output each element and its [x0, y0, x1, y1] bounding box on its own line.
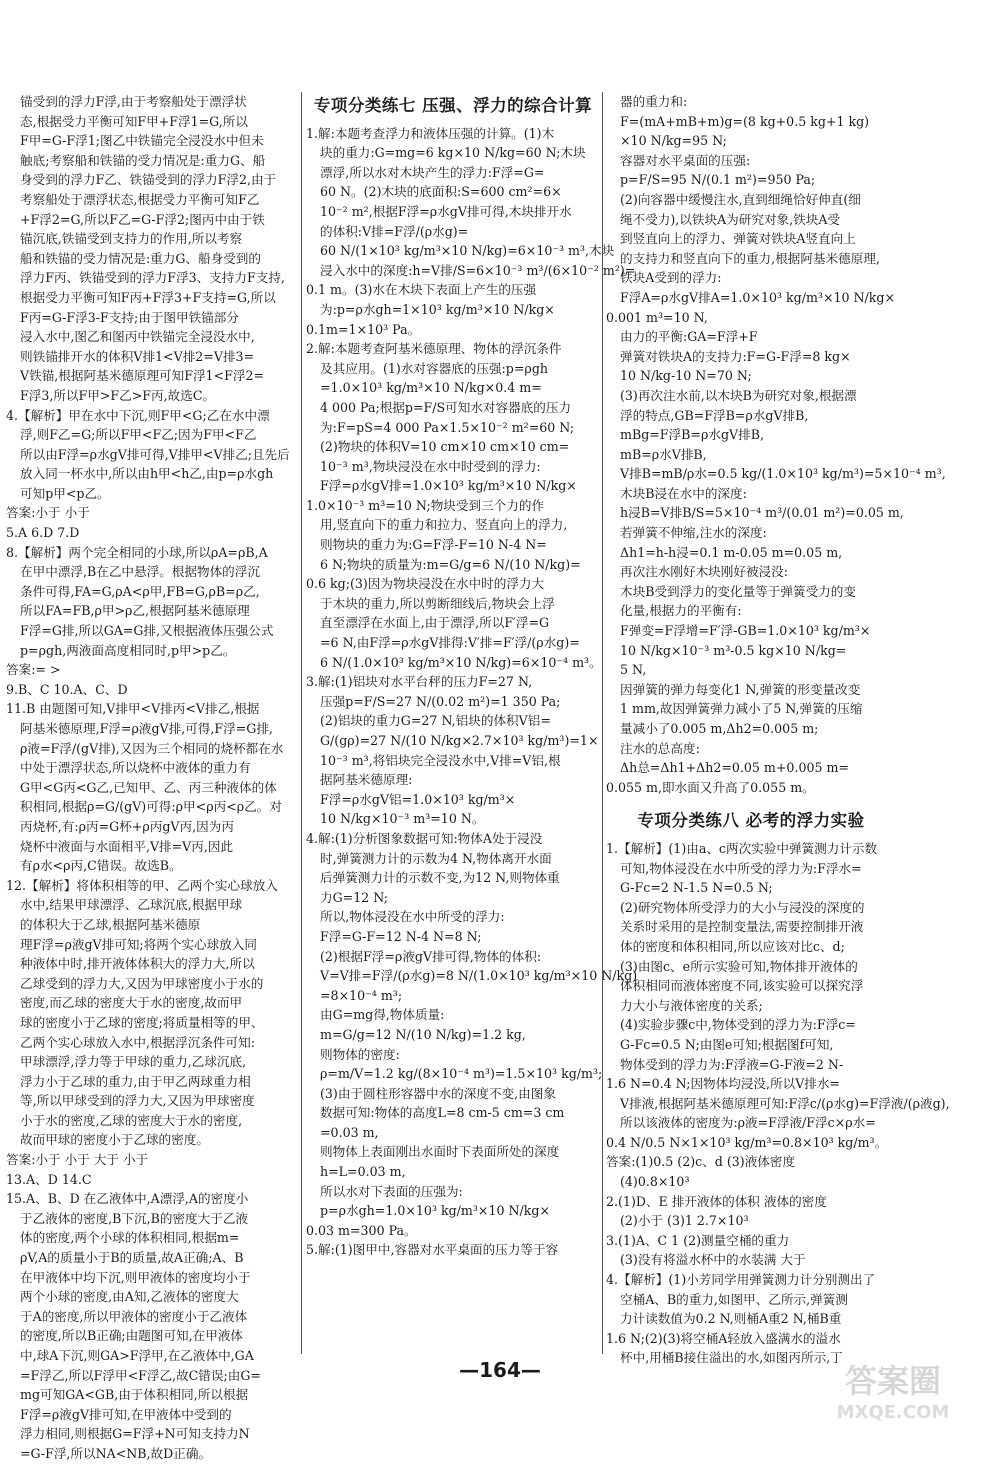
text-line: 于木块的重力,所以剪断细线后,物块会上浮 [320, 595, 555, 611]
text-line: 可知p甲<p乙。 [20, 485, 110, 501]
text-line: 可知,物体浸没在水中所受的浮力为:F浮水= [620, 860, 862, 876]
text-line: 放入同一杯水中,所以由h甲<h乙,由p=ρ水gh [20, 466, 274, 482]
text-line: 若弹簧不伸缩,注水的深度: [620, 525, 767, 541]
text-line: ρV,A的质量小于B的质量,故A正确;A、B [20, 1250, 244, 1266]
text-line: 的体积:V排=F浮/(ρ水g)= [320, 223, 469, 239]
text-line: 因弹簧的弹力每变化1 N,弹簧的形变量改变 [620, 681, 861, 697]
text-line: 有ρ水<ρ丙,C错误。故选B。 [20, 858, 182, 874]
text-line: 绳不受力),以铁块A为研究对象,铁块A受 [620, 211, 841, 227]
text-line: h=L=0.03 m, [320, 1164, 406, 1180]
text-line: 水中,结果甲球漂浮、乙球沉底,根据甲球 [20, 897, 243, 913]
text-line: 压强p=F/S=27 N/(0.02 m²)=1 350 Pa; [320, 693, 561, 709]
text-line: =0.03 m, [320, 1124, 379, 1140]
text-line: F甲=G-F浮1;图乙中铁锚完全浸没水中但未 [20, 133, 264, 149]
column-left [6, 92, 298, 1461]
text-line: 考察船处于漂浮状态,根据受力平衡可知F乙 [20, 191, 260, 207]
text-line: 块的重力:G=mg=6 kg×10 N/kg=60 N;木块 [320, 145, 586, 161]
text-line: 0.055 m,即水面又升高了0.055 m。 [606, 779, 815, 795]
text-line: 的体积大于乙球,根据阿基米德原 [20, 916, 201, 932]
text-line: 10⁻³ m³,将铝块完全浸没水中,V排=V铝,根 [320, 752, 561, 768]
text-line: 浮力相同,则根据G=F浮+N可知支持力N [20, 1426, 250, 1442]
text-line: V排B=mB/ρ水=0.5 kg/(1.0×10³ kg/m³)=5×10⁻⁴ m³, [620, 466, 946, 482]
text-line: p=ρ水gh=1.0×10³ kg/m³×10 N/kg× [320, 1203, 551, 1219]
watermark-icon [798, 1356, 988, 1424]
text-line: (3)没有将溢水杯中的水装满 大于 [620, 1252, 806, 1268]
text-line: 根据受力平衡可知F丙+F浮3+F支持=G,所以 [20, 289, 276, 305]
text-line: 身受到的浮力F乙、铁锚受到的浮力F浮2,由于 [20, 172, 277, 188]
text-line: mBg=F浮B=ρ水gV排B, [620, 427, 764, 443]
text-line: 60 N/(1×10³ kg/m³×10 N/kg)=6×10⁻³ m³,木块 [320, 243, 615, 259]
text-line: 物体受到的浮力为:F浮液=G-F液=2 N- [620, 1056, 844, 1072]
text-line: 的支持力和竖直向下的重力,根据阿基米德原理, [620, 250, 880, 266]
text-line: Δh1=h-h浸=0.1 m-0.05 m=0.05 m, [620, 544, 843, 560]
text-line: 10 N/kg-10 N=70 N; [620, 368, 752, 384]
text-line: 10 N/kg×10⁻³ m³=10 N。 [320, 811, 485, 827]
text-line: G甲<G丙<G乙,已知甲、乙、丙三种液体的体 [20, 779, 277, 795]
text-line: 体的密度,两个小球的体积相同,根据m= [20, 1230, 240, 1246]
text-line: 13.A、D 14.C [6, 1171, 92, 1187]
text-line: 关系时采用的是控制变量法,需要控制排开液 [620, 919, 864, 935]
column-divider [301, 92, 302, 1354]
text-line: 5.A 6.D 7.D [6, 525, 80, 541]
text-line: (2)向容器中缓慢注水,直到细绳恰好伸直(细 [620, 191, 861, 207]
text-line: 0.03 m=300 Pa。 [306, 1222, 417, 1238]
text-line: (2)物块的体积V=10 cm×10 cm×10 cm= [320, 439, 570, 455]
text-line: F=(mA+mB+m)g=(8 kg+0.5 kg+1 kg) [620, 113, 870, 129]
text-line: 由G=mg得,物体质量: [320, 1007, 445, 1023]
text-line: 化量,根据力的平衡有: [620, 603, 742, 619]
text-line: 锚沉底,铁锚受到支持力的作用,所以考察 [20, 231, 243, 247]
text-line: 则物块的重力为:G=F浮-F=10 N-4 N= [320, 537, 547, 553]
text-line: 1.6 N=0.4 N;因物体均浸没,所以V排水= [606, 1076, 841, 1092]
text-line: 浸入水中的深度:h=V排/S=6×10⁻³ m³/(6×10⁻² m²)= [320, 262, 636, 278]
text-line: 体积相同而液体密度不同,该实验可以探究浮 [620, 978, 864, 994]
text-line: ×10 N/kg=95 N; [620, 133, 727, 149]
text-line: 于乙液体的密度,B下沉,B的密度大于乙液 [20, 1210, 249, 1226]
text-line: 9.B、C 10.A、C、D [6, 681, 128, 697]
text-line: 为:p=ρ水gh=1×10³ kg/m³×10 N/kg× [320, 301, 555, 317]
text-line: =6 N,由F浮=ρ水gV排得:V′排=F′浮/(ρ水g)= [320, 635, 580, 651]
text-line: m=G/g=12 N/(10 N/kg)=1.2 kg, [320, 1026, 526, 1042]
text-line: 10⁻² m²,根据F浮=ρ水gV排可得,木块排开水 [320, 203, 572, 219]
text-line: 2.解:本题考查阿基米德原理、物体的浮沉条件 [306, 341, 562, 357]
text-line: 等,所以甲球受到的浮力大,又因为甲球密度 [20, 1093, 255, 1109]
watermark-logo [798, 1356, 988, 1424]
text-line: 0.1m=1×10³ Pa。 [306, 321, 421, 337]
text-line: 木块B浸在水中的深度: [620, 485, 747, 501]
text-line: 力计读数值为0.2 N,则桶A重2 N,桶B重 [620, 1311, 842, 1327]
text-line: +F浮2=G,所以F乙=G-F浮2;图丙中由于铁 [20, 211, 265, 227]
text-line: 后弹簧测力计的示数不变,为12 N,则物体重 [320, 870, 560, 886]
text-line: 器的重力和: [620, 94, 688, 109]
text-line: 条件可得,FA=G,ρA<ρ甲,FB=G,ρB=ρ乙, [20, 583, 260, 599]
text-line: 15.A、B、D 在乙液体中,A漂浮,A的密度小 [6, 1191, 249, 1207]
text-line: 答案:(1)0.5 (2)c、d (3)液体密度 [606, 1154, 796, 1170]
text-line: 浸入水中,图乙和图丙中铁锚完全浸没水中, [20, 329, 255, 345]
text-line: 空桶A、B的重力,如图甲、乙所示,弹簧测 [620, 1291, 848, 1307]
text-line: 密度,而乙球的密度大于水的密度,故而甲 [20, 995, 243, 1011]
text-line: 6 N/(1.0×10³ kg/m³×10 N/kg)=6×10⁻⁴ m³。 [320, 654, 602, 670]
text-line: 3.(1)A、C 1 (2)测量空桶的重力 [606, 1232, 790, 1248]
text-line: 所以水对下表面的压强为: [320, 1183, 463, 1199]
text-line: 乙球受到的浮力大,又因为甲球密度小于水的 [20, 975, 264, 991]
text-line: 烧杯中液面与水面相平,V排=V丙,因此 [20, 838, 234, 854]
text-line: 故而甲球的密度小于乙球的密度。 [20, 1132, 209, 1148]
text-line: (4)实验步骤c中,物体受到的浮力为:F浮c= [620, 1017, 856, 1033]
text-line: F浮=G排,所以GA=G排,又根据液体压强公式 [20, 623, 274, 639]
text-line: 1.6 N;(2)(3)将空桶A轻放入盛满水的溢水 [606, 1330, 841, 1346]
text-line: 2.(1)D、E 排开液体的体积 液体的密度 [606, 1193, 827, 1209]
text-line: 数据可知:物体的高度L=8 cm-5 cm=3 cm [320, 1105, 565, 1121]
text-line: (2)铝块的重力G=27 N,铝块的体积V铝= [320, 713, 551, 729]
text-line: 0.001 m³=10 N, [606, 309, 708, 325]
section-title-8: 专项分类练八 必考的浮力实验 [637, 811, 865, 831]
text-line: 8.【解析】两个完全相同的小球,所以ρA=ρB,A [6, 544, 268, 560]
text-line: 甲球漂浮,浮力等于甲球的重力,乙球沉底, [20, 1054, 247, 1070]
text-line: 弹簧对铁块A的支持力:F=G-F浮=8 kg× [620, 348, 851, 364]
text-line: 浮的特点,GB=F浮B=ρ水gV排B, [620, 407, 809, 423]
text-line: 据阿基米德原理: [320, 772, 413, 788]
text-line: F浮=G-F=12 N-4 N=8 N; [320, 928, 482, 944]
text-line: 5.解:(1)图甲中,容器对水平桌面的压力等于容 [306, 1242, 559, 1258]
column-divider [602, 92, 603, 1354]
text-line: 6 N;物块的质量为:m=G/g=6 N/(10 N/kg)= [320, 556, 581, 572]
text-line: h浸B=V排B/S=5×10⁻⁴ m³/(0.01 m²)=0.05 m, [620, 505, 904, 521]
text-line: 杯中,用桶B接住溢出的水,如图丙所示,丁 [620, 1350, 843, 1366]
text-line: 力大小与液体密度的关系; [620, 997, 763, 1013]
text-line: 态,根据受力平衡可知F甲+F浮1=G,所以 [20, 113, 248, 129]
text-line: 体的密度和体积相同,所以应该对比c、d; [620, 938, 845, 954]
text-line: F浮=ρ水gV排=1.0×10³ kg/m³×10 N/kg× [320, 478, 577, 494]
text-line: 浮力F丙、铁锚受到的浮力F浮3、支持力F支持, [20, 270, 285, 286]
text-line: 木块B受到浮力的变化量等于弹簧受力的变 [620, 583, 856, 599]
text-line: 浮力小于乙球的重力,由于甲乙两球重力相 [20, 1073, 251, 1089]
text-line: 锚受到的浮力F浮,由于考察船处于漂浮状 [20, 94, 247, 109]
text-line: F浮=ρ水gV铝=1.0×10³ kg/m³× [320, 791, 516, 807]
text-line: 10⁻³ m³,物块浸没在水中时受到的浮力: [320, 458, 541, 474]
text-line: V排液,根据阿基米德原理可知:F浮c/(ρ水g)=F浮液/(ρ液g), [620, 1095, 950, 1111]
text-line: 中,球A下沉,则GA>F浮甲,在乙液体中,GA [20, 1348, 254, 1363]
text-line: =8×10⁻⁴ m³; [320, 987, 403, 1003]
text-line: 4.解:(1)分析图象数据可知:物体A处于浸没 [306, 830, 543, 846]
text-line: 所以由F浮=ρ水gV排可得,V排甲<V排乙;且先后 [20, 446, 290, 462]
text-line: 两个小球的密度,由A知,乙液体的密度大 [20, 1289, 239, 1305]
text-line: 12.【解析】将体积相等的甲、乙两个实心球放入 [6, 877, 278, 893]
text-line: 答案:小于 小于 [6, 505, 90, 521]
text-line: 再次注水刚好木块刚好被浸没: [620, 564, 788, 580]
text-line: (3)由于圆柱形容器中水的深度不变,由图象 [320, 1085, 556, 1101]
text-line: 0.6 kg;(3)因为物块浸没在水中时的浮力大 [306, 576, 545, 592]
text-line: 小于水的密度,乙球的密度大于水的密度, [20, 1112, 243, 1128]
text-line: 0.4 N/0.5 N×1×10³ kg/m³=0.8×10³ kg/m³。 [606, 1134, 888, 1150]
text-line: 为:F=pS=4 000 Pa×1.5×10⁻² m²=60 N; [320, 419, 575, 435]
text-line: 10 N/kg×10⁻³ m³-0.5 kg×10 N/kg= [620, 642, 847, 658]
text-line: 量减小了0.005 m,Δh2=0.005 m; [620, 721, 819, 736]
text-line: p=ρgh,两液面高度相同时,p甲>p乙。 [20, 642, 236, 658]
text-line: 答案:小于 小于 大于 小于 [6, 1152, 149, 1168]
column-right [606, 92, 950, 1366]
text-line: 则铁锚排开水的体积V排1<V排2=V排3= [20, 348, 255, 364]
text-line: 理F浮=ρ液gV排可知;将两个实心球放入同 [20, 936, 257, 952]
text-line: 时,弹簧测力计的示数为4 N,物体离开水面 [320, 850, 552, 866]
text-line: 力G=12 N; [320, 889, 389, 905]
text-line: 浮,则F乙=G;所以F甲<F乙;因为F甲<F乙 [20, 427, 257, 443]
text-line: (3)由图c、e所示实验可知,物体排开液体的 [620, 958, 858, 974]
text-line: G-Fc=0.5 N;由图e可知;根据图f可知, [620, 1036, 834, 1052]
watermark-url: MXQE.COM [836, 1402, 950, 1423]
text-line: V铁锚,根据阿基米德原理可知F浮1<F浮2= [20, 368, 265, 384]
text-line: ρ液=F浮/(gV排),又因为三个相同的烧杯都在水 [20, 740, 284, 756]
text-line: p=F/S=95 N/(0.1 m²)=950 Pa; [620, 172, 816, 188]
text-line: (2)小于 (3)1 2.7×10³ [620, 1213, 749, 1229]
text-line: =G-F浮,所以NA<NB,故D正确。 [20, 1445, 212, 1461]
text-line: 注水的总高度: [620, 740, 700, 756]
text-line: 5 N, [620, 662, 647, 678]
text-line: F浮A=ρ水gV排A=1.0×10³ kg/m³×10 N/kg× [620, 289, 896, 305]
text-line: 及其应用。(1)水对容器底的压强:p=ρgh [320, 360, 548, 376]
text-line: 阿基米德原理,F浮=ρ液gV排,可得,F浮=G排, [20, 721, 273, 736]
text-line: =F浮乙,所以F浮甲<F浮乙,故C错误;由G= [20, 1367, 261, 1383]
text-line: 所以,物体浸没在水中所受的浮力: [320, 909, 505, 925]
text-line: mB=ρ水V排B, [620, 446, 707, 462]
text-line: 则物体的密度: [320, 1046, 400, 1062]
text-line: 到竖直向上的浮力、弹簧对铁块A竖直向上 [620, 231, 856, 247]
text-line: 积相同,根据ρ=G/(gV)可得:ρ甲<ρ丙<ρ乙。对 [20, 799, 282, 815]
text-line: 1 mm,故因弹簧弹力减小了5 N,弹簧的压缩 [620, 701, 863, 717]
text-line: =1.0×10³ kg/m³×10 N/kg×0.4 m= [320, 380, 542, 396]
text-line: 3.解:(1)铝块对水平台秤的压力F=27 N, [306, 674, 533, 690]
text-line: 铁块A受到的浮力: [620, 270, 722, 286]
text-line: 则物体上表面刚出水面时下表面所处的深度 [320, 1144, 560, 1160]
text-line: 1.【解析】(1)由a、c两次实验中弹簧测力计示数 [606, 840, 878, 856]
text-line: 1.0×10⁻³ m³=10 N;物块受到三个力的作 [306, 497, 545, 513]
text-line: 中处于漂浮状态,所以烧杯中液体的重力有 [20, 760, 251, 776]
text-line: 由力的平衡:GA=F浮+F [620, 329, 758, 345]
text-line: 触底;考察船和铁锚的受力情况是:重力G、船 [20, 152, 266, 168]
watermark-text: 答案圈 [844, 1362, 942, 1400]
text-line: 乙两个实心球放入水中,根据浮沉条件可知: [20, 1034, 255, 1050]
text-line: 船和铁锚的受力情况是:重力G、船身受到的 [20, 250, 261, 266]
text-line: 用,竖直向下的重力和拉力、竖直向上的浮力, [320, 517, 568, 533]
text-line: 容器对水平桌面的压强: [620, 152, 751, 168]
text-line: 漂浮,所以水对木块产生的浮力:F浮=G= [320, 164, 545, 180]
text-line: 4.【解析】甲在水中下沉,则F甲<G;乙在水中漂 [6, 407, 270, 423]
text-line: 种液体中时,排开液体体积大的浮力大,所以 [20, 956, 255, 972]
text-line: 在甲液体中均下沉,则甲液体的密度均小于 [20, 1269, 251, 1285]
text-line: 4 000 Pa;根据p=F/S可知水对容器底的压力 [320, 399, 572, 415]
text-line: 0.1 m。(3)水在木块下表面上产生的压强 [306, 282, 537, 298]
text-line: 4.【解析】(1)小芳同学用弹簧测力计分别测出了 [606, 1272, 876, 1288]
text-line: (2)根据F浮=ρ液gV排可得,物体的体积: [320, 948, 542, 964]
text-line: F浮3,所以F甲>F乙>F丙,故选C。 [20, 387, 216, 403]
text-line: 11.B 由题图可知,V排甲<V排丙<V排乙,根据 [6, 701, 260, 717]
text-line: 直至漂浮在水面上,由于漂浮,所以F′浮=G [320, 615, 550, 631]
text-line: (4)0.8×10³ [620, 1174, 690, 1190]
text-line: 1.解:本题考查浮力和液体压强的计算。(1)木 [306, 125, 555, 141]
text-line: (2)研究物体所受浮力的大小与浸没的深度的 [620, 899, 865, 915]
text-line: 球的密度小于乙球的密度;将质量相等的甲、 [20, 1014, 264, 1030]
section-title-7: 专项分类练七 压强、浮力的综合计算 [313, 96, 593, 115]
text-line: 在甲中漂浮,B在乙中悬浮。根据物体的浮沉 [20, 564, 260, 580]
text-line: G-Fc=2 N-1.5 N=0.5 N; [620, 880, 773, 896]
text-line: 答案:= > [6, 662, 61, 678]
text-line: F丙=G-F浮3-F支持;由于图甲铁锚部分 [20, 309, 239, 325]
text-line: 的密度,所以B正确;由题图可知,在甲液体 [20, 1328, 244, 1344]
text-line: 于A的密度,所以甲液体的密度小于乙液体 [20, 1308, 248, 1324]
text-line: (3)再次注水前,以木块B为研究对象,根据漂 [620, 387, 857, 403]
text-line: Δh总=Δh1+Δh2=0.05 m+0.005 m= [620, 760, 849, 776]
text-line: G/(gρ)=27 N/(10 N/kg×2.7×10³ kg/m³)=1× [320, 733, 599, 748]
text-line: mg可知GA<GB,由于体积相同,所以根据 [20, 1387, 249, 1403]
text-line: 丙烧杯,有:ρ丙=G杯+ρ丙gV丙,因为丙 [20, 818, 234, 834]
text-line: ρ=m/V=1.2 kg/(8×10⁻⁴ m³)=1.5×10³ kg/m³; [320, 1066, 603, 1082]
page-number: —164— [459, 1358, 541, 1382]
text-line: 60 N。(2)木块的底面积:S=600 cm²=6× [320, 184, 562, 200]
text-line: V=V排=F浮/(ρ水g)=8 N/(1.0×10³ kg/m³×10 N/kg) [320, 968, 638, 984]
text-line: F弹变=F浮增=F′浮-GB=1.0×10³ kg/m³× [620, 623, 871, 639]
text-line: F浮=ρ液gV排可知,在甲液体中受到的 [20, 1406, 232, 1422]
text-line: 所以FA=FB,ρ甲>ρ乙,根据阿基米德原理 [20, 603, 250, 619]
text-line: 所以该液体的密度为:ρ液=F浮液/F浮c×ρ水= [620, 1115, 876, 1131]
